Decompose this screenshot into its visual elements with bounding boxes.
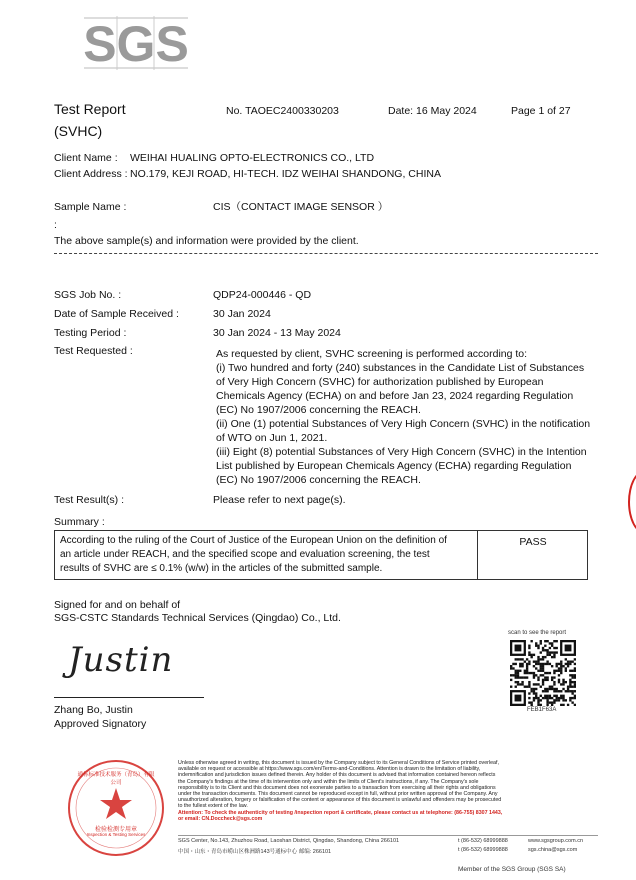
disclaimer xyxy=(178,760,598,822)
requested-line: (iii) Eight (8) potential Substances of Very High Concern (SVHC) in the Intention xyxy=(216,446,587,458)
sample-name-value: CIS（CONTACT IMAGE SENSOR ） xyxy=(213,201,389,213)
sgs-logo xyxy=(84,16,188,70)
disclaimer-line: the Company's findings at the time of its intervention only and within the limits of Client's instructions, if any. The Company's sole xyxy=(178,778,479,785)
requested-line: (ii) One (1) potential Substances of Very High Concern (SVHC) in the notification xyxy=(216,418,591,430)
stamp-text-mid: 检验检测专用章 xyxy=(94,827,137,833)
disclaimer-line: responsibility is to its Client and this document does not exonerate parties to a transaction from exercising all their rights and obligations xyxy=(178,784,496,791)
received-value: 30 Jan 2024 xyxy=(213,308,271,320)
requested-text xyxy=(216,347,606,487)
summary-line: results of SVHC are ≤ 0.1% (w/w) in the articles of the submitted sample. xyxy=(60,563,383,574)
summary-line: According to the ruling of the Court of Justice of the European Union on the definition of xyxy=(60,535,447,546)
company-stamp xyxy=(66,758,166,858)
attention-line: Attention: To check the authenticity of testing /inspection report & certificate, please contact us at telephone: (86-755) 8307 1443, xyxy=(178,809,503,816)
disclaimer-line: Unless otherwise agreed in writing, this document is issued by the Company subject to its General Conditions of Service printed overleaf, xyxy=(178,760,499,766)
report-date: Date: 16 May 2024 xyxy=(388,105,477,117)
requested-line: (EC) No 1907/2006 concerning the REACH. xyxy=(216,474,421,486)
page-number: Page 1 of 27 xyxy=(511,105,571,117)
qr-code[interactable] xyxy=(510,640,576,706)
star-icon xyxy=(100,788,132,819)
job-label: SGS Job No. : xyxy=(54,289,122,301)
client-name-value: WEIHAI HUALING OPTO-ELECTRONICS CO., LTD xyxy=(130,152,375,164)
summary-table xyxy=(54,530,588,580)
summary-label: Summary : xyxy=(54,516,105,528)
disclaimer-line: indemnification and jurisdiction issues defined therein. Any holder of this document is advised that information contained hereon reflects xyxy=(178,772,496,779)
summary-line: an article under REACH, and the specified scope and evaluation screening, the test xyxy=(60,549,430,560)
job-value: QDP24-000446 - QD xyxy=(213,289,312,301)
summary-verdict: PASS xyxy=(519,536,547,548)
report-title: Test Report xyxy=(54,101,126,117)
requested-line: List published by European Chemicals Agency (ECHA) regarding Regulation xyxy=(216,460,572,472)
signed-line-1: Signed for and on behalf of xyxy=(54,599,181,611)
signatory-role: Approved Signatory xyxy=(54,718,147,730)
requested-line: of Very High Concern (SVHC) for authorization published by European xyxy=(216,376,544,388)
period-value: 30 Jan 2024 - 13 May 2024 xyxy=(213,327,341,339)
disclaimer-line: unauthorized alteration, forgery or falsification of the content or appearance of this document is unlawful and offenders may be prosecuted xyxy=(178,797,502,804)
logo-text: SGS xyxy=(84,16,188,70)
disclaimer-line: to the fullest extent of the law. xyxy=(178,803,248,810)
requested-line: As requested by client, SVHC screening is performed according to: xyxy=(216,348,528,360)
stamp-text-top: 通标标准技术服务（青岛）有限公司 xyxy=(77,772,155,786)
result-value: Please refer to next page(s). xyxy=(213,494,346,506)
client-address-value: NO.179, KEJI ROAD, HI-TECH. IDZ WEIHAI SHANDONG, CHINA xyxy=(130,168,441,180)
summary-statement xyxy=(55,531,478,579)
edge-stamp xyxy=(628,470,636,534)
client-name-label: Client Name : xyxy=(54,152,118,164)
disclaimer-line: available on request or accessible at https://www.sgs.com/en/Terms-and-Conditions. Attention is drawn to the limitation of liability, xyxy=(178,766,481,773)
footer-member: Member of the SGS Group (SGS SA) xyxy=(458,866,566,873)
requested-line: Chemicals Agency (ECHA) on and before Jan 23, 2024 regarding Regulation xyxy=(216,390,574,402)
period-label: Testing Period : xyxy=(54,327,127,339)
footer-tel-1: t (86-532) 68999888 xyxy=(458,838,508,844)
footer-email[interactable]: sgs.china@sgs.com xyxy=(528,847,578,853)
sample-name-label: Sample Name : xyxy=(54,201,127,213)
requested-line: (i) Two hundred and forty (240) substances in the Candidate List of Substances xyxy=(216,362,585,374)
qr-code-graphic xyxy=(510,640,576,706)
qr-code-id: FEB1F63A xyxy=(527,707,557,713)
received-label: Date of Sample Received : xyxy=(54,308,179,320)
sample-note: The above sample(s) and information were provided by the client. xyxy=(54,235,359,247)
footer-address-en: SGS Center, No.143, Zhuzhou Road, Laoshan District, Qingdao, Shandong, China 266101 xyxy=(178,838,400,844)
footer-divider xyxy=(178,835,598,836)
result-label: Test Result(s) : xyxy=(54,494,125,506)
footer-tel-2: t (86-532) 68999888 xyxy=(458,847,508,853)
requested-line: (EC) No 1907/2006 concerning the REACH. xyxy=(216,404,421,416)
signatory-name: Zhang Bo, Justin xyxy=(54,704,133,716)
footer-web[interactable]: www.sgsgroup.com.cn xyxy=(528,838,584,844)
stamp-text-en: Inspection & Testing Services xyxy=(86,832,146,837)
report-subtitle: (SVHC) xyxy=(54,123,103,139)
signature-line xyxy=(54,697,204,698)
footer-address-cn: 中国・山东・青岛市崂山区株洲路143号通标中心 邮编: 266101 xyxy=(178,849,332,855)
attention-email: or email: CN.Doccheck@sgs.com xyxy=(178,815,263,822)
requested-label: Test Requested : xyxy=(54,345,133,357)
handwritten-signature: Justin xyxy=(68,640,174,680)
signed-line-2: SGS-CSTC Standards Technical Services (Qingdao) Co., Ltd. xyxy=(54,612,341,624)
sample-colon: : xyxy=(54,219,57,231)
requested-line: of WTO on Jun 1, 2021. xyxy=(216,432,328,444)
client-address-label: Client Address : xyxy=(54,168,128,180)
disclaimer-line: under the transaction documents. This document cannot be reproduced except in full, without prior written approval of the Company. Any xyxy=(178,791,498,798)
report-number: No. TAOEC2400330203 xyxy=(226,105,339,117)
separator-line xyxy=(54,253,598,254)
qr-caption: scan to see the report xyxy=(508,630,567,636)
